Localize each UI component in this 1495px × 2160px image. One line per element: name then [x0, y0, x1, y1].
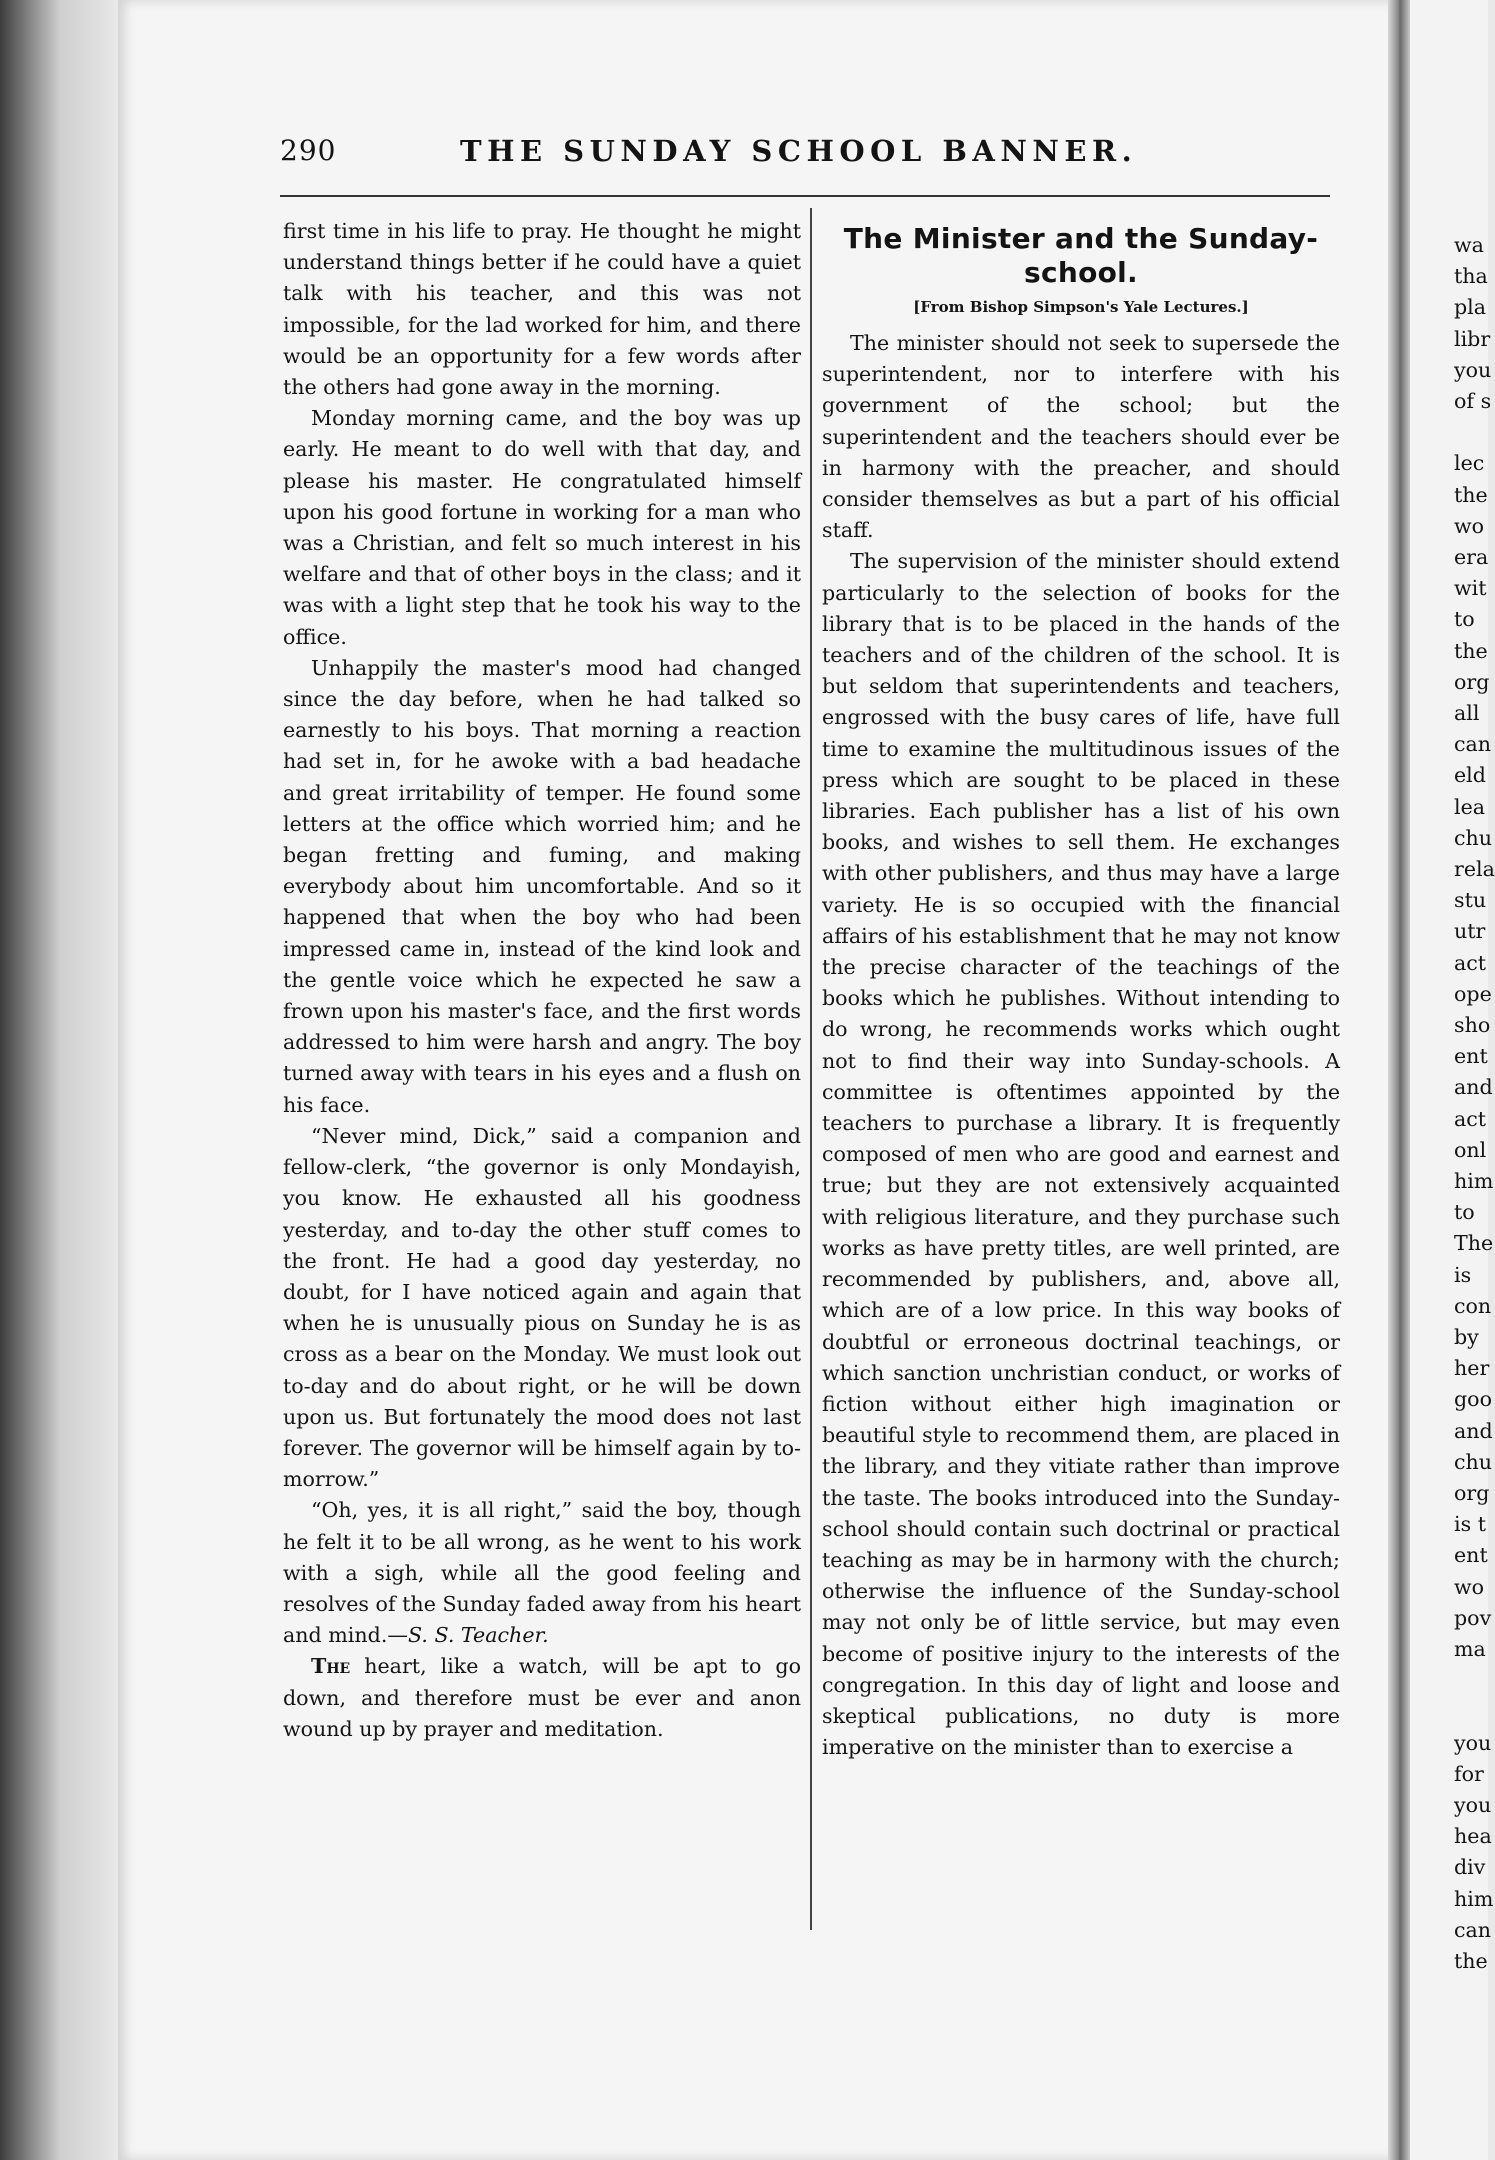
facing-page-fragment: rela: [1454, 857, 1495, 881]
facing-page-fragment: utr: [1454, 919, 1486, 944]
facing-page-fragment: her: [1454, 1356, 1490, 1381]
facing-page-fragment: goo: [1454, 1387, 1492, 1412]
paragraph-text: “Oh, yes, it is all right,” said the boy, though he felt it to be all wrong, as he went to his work with a sigh, while all the good feeling and resolves of the Sunday faded away from his heart and mind.—: [283, 1498, 801, 1648]
facing-page-fragment: wo: [1454, 513, 1485, 538]
right-column: [822, 216, 1340, 1763]
facing-page-fragment: the: [1454, 482, 1488, 507]
article-title: [822, 222, 1340, 290]
facing-page-fragment: chu: [1454, 825, 1493, 850]
header-rule: [280, 195, 1330, 197]
facing-page-fragment: the: [1454, 638, 1488, 663]
facing-page-fragment: to: [1454, 607, 1475, 632]
facing-page-fragment: The: [1454, 1231, 1494, 1256]
facing-page-fragment: wit: [1454, 576, 1487, 601]
facing-page-fragment: act: [1454, 950, 1487, 975]
facing-page-fragment: all: [1454, 701, 1480, 725]
article-source: [From Bishop Simpson's Yale Lectures.]: [913, 298, 1249, 316]
facing-page-fragment: ma: [1454, 1637, 1486, 1661]
facing-page-fragment: him: [1454, 1886, 1494, 1911]
facing-page-fragment: you: [1454, 1730, 1492, 1755]
facing-page-fragment: div: [1454, 1855, 1486, 1880]
article-title-line: The Minister and the Sunday-: [843, 222, 1319, 255]
facing-page-fragment: tha: [1454, 264, 1488, 289]
page-header: [280, 134, 1330, 174]
facing-page-fragment: onl: [1454, 1137, 1487, 1162]
facing-page-fragment: act: [1454, 1106, 1487, 1131]
facing-page-fragment: the: [1454, 1949, 1488, 1973]
facing-page-fragment: eld: [1454, 763, 1486, 788]
paragraph: “Never mind, Dick,” said a companion and fellow-clerk, “the governor is only Mondayish, you know. He exhausted all his goodness yesterday, and to-day the other stuff comes to the front. He had a good day yesterday, no doubt, for I have noticed again and again that when he is unusually pious on Sunday he is as cross as a bear on the Monday. We must look out to-day and do about right, or he will be down upon us. But fortunately the mood does not last forever. The governor will be himself again by to-morrow.”: [283, 1123, 801, 1492]
facing-page-fragment: lec: [1454, 451, 1485, 476]
facing-page-fragment: can: [1454, 732, 1492, 757]
facing-page-fragment: wo: [1454, 1574, 1485, 1599]
lead-word: The: [311, 1654, 351, 1679]
facing-page-fragment: for: [1454, 1761, 1484, 1786]
paragraph: Unhappily the master's mood had changed since the day before, when he had talked so earnestly to his boys. That morning a reaction had set in, for he awoke with a bad headache and great irritability of temper. He found some letters at the office which worried him; and he began fretting and fuming, and making everybody about him uncomfortable. And so it happened that when the boy who had been impressed came in, instead of the kind look and the gentle voice which he expected he saw a frown upon his master's face, and the first words addressed to him were harsh and angry. The boy turned away with tears in his eyes and a flush on his face.: [283, 655, 801, 1117]
facing-page-fragment: lea: [1454, 794, 1486, 819]
facing-page-fragment: and: [1454, 1418, 1493, 1443]
paragraph: first time in his life to pray. He thought he might understand things better if he could have a quiet talk with his teacher, and this was not impossible, for the lad worked for him, and there would be an opportunity for a few words after the others had gone away in the morning.: [283, 219, 801, 400]
facing-page-fragment: is: [1454, 1262, 1472, 1287]
facing-page-fragment: chu: [1454, 1449, 1493, 1474]
facing-page-fragment: by: [1454, 1325, 1479, 1349]
facing-page-fragment: hea: [1454, 1824, 1492, 1849]
facing-page-fragment: is t: [1454, 1512, 1486, 1537]
facing-page-fragment: org: [1454, 669, 1490, 694]
paragraph: The minister should not seek to supersede the superintendent, nor to interfere with his government of the school; but the superintendent and the teachers should ever be in harmony with the preacher, and should consider themselves as but a part of his official staff.: [822, 331, 1340, 543]
facing-page-edge: [1410, 0, 1495, 2160]
facing-page-fragment: org: [1454, 1481, 1490, 1505]
column-divider: [810, 208, 812, 1930]
gutter-shadow: [1388, 0, 1410, 2160]
facing-page-fragment: stu: [1454, 888, 1487, 913]
closing-text: heart, like a watch, will be apt to go down, and therefore must be ever and anon wound up by prayer and meditation.: [283, 1654, 801, 1741]
running-title: THE SUNDAY SCHOOL BANNER.: [460, 134, 1138, 168]
facing-page-fragment: you: [1454, 1793, 1492, 1817]
facing-page-fragment: libr: [1454, 326, 1491, 351]
paragraph: The supervision of the minister should extend particularly to the selection of books for the library that is to be placed in the hands of the teachers and of the children of the school. It is but seldom that superintendents and teachers, engrossed with the busy cares of life, have full time to examine the multitudinous issues of the press which are sought to be placed in these libraries. Each publisher has a list of his own books, and wishes to sell them. He exchanges with other publishers, and thus may have a large variety. He is so occupied with the financial affairs of his establishment that he may not know the precise character of the teachings of the books which he publishes. Without intending to do wrong, he recommends works which ought not to find their way into Sunday-schools. A committee is oftentimes appointed by the teachers to purchase a library. It is frequently composed of men who are good and earnest and true; but they are not extensively acquainted with religious literature, and they purchase such works as have pretty titles, are well printed, are recommended by publishers, and, above all, which are of a low price. In this way books of doubtful or erroneous doctrinal teachings, or which sanction unchristian conduct, or works of fiction without either high imagination or beautiful style to recommend them, are placed in the library, and they vitiate rather than improve the taste. The books introduced into the Sunday-school should contain such doctrinal or practical teaching as may be in harmony with the church; otherwise the influence of the Sunday-school may not only be of little service, but may even become of positive injury to the interests of the congregation. In this day of light and loose and skeptical publications, no duty is more imperative on the minister than to exercise a: [822, 549, 1340, 1760]
facing-page-fragment: wa: [1454, 233, 1484, 257]
page-number: 290: [280, 134, 337, 167]
paragraph: Monday morning came, and the boy was up early. He meant to do well with that day, and please his master. He congratulated himself upon his good fortune in working for a man who was a Christian, and felt so much interest in his welfare and that of other boys in the class; and it was with a light step that he took his way to the office.: [283, 406, 801, 649]
facing-page-fragment: pla: [1454, 295, 1487, 320]
closing-paragraph: [283, 1651, 801, 1745]
facing-page-fragment: con: [1454, 1293, 1492, 1318]
facing-page-fragment: to: [1454, 1200, 1475, 1225]
facing-page-fragment: ent: [1454, 1543, 1488, 1568]
facing-page-fragment: era: [1454, 545, 1489, 569]
facing-page-fragment: of s: [1454, 389, 1492, 413]
facing-page-fragment: him: [1454, 1169, 1494, 1193]
facing-page-fragment: ope: [1454, 981, 1492, 1006]
scan-binding-edge: [0, 0, 120, 2160]
facing-page-fragment: sho: [1454, 1013, 1491, 1037]
facing-page-fragment: you: [1454, 357, 1492, 382]
signature: S. S. Teacher.: [407, 1623, 549, 1648]
facing-page-fragment: ent: [1454, 1044, 1488, 1069]
facing-page-fragment: and: [1454, 1075, 1493, 1100]
facing-page-fragment: pov: [1454, 1605, 1492, 1630]
facing-page-fragment: can: [1454, 1917, 1492, 1942]
paragraph-with-signature: [283, 1495, 801, 1651]
left-column: [283, 216, 801, 1745]
article-title-line: school.: [1023, 256, 1138, 289]
